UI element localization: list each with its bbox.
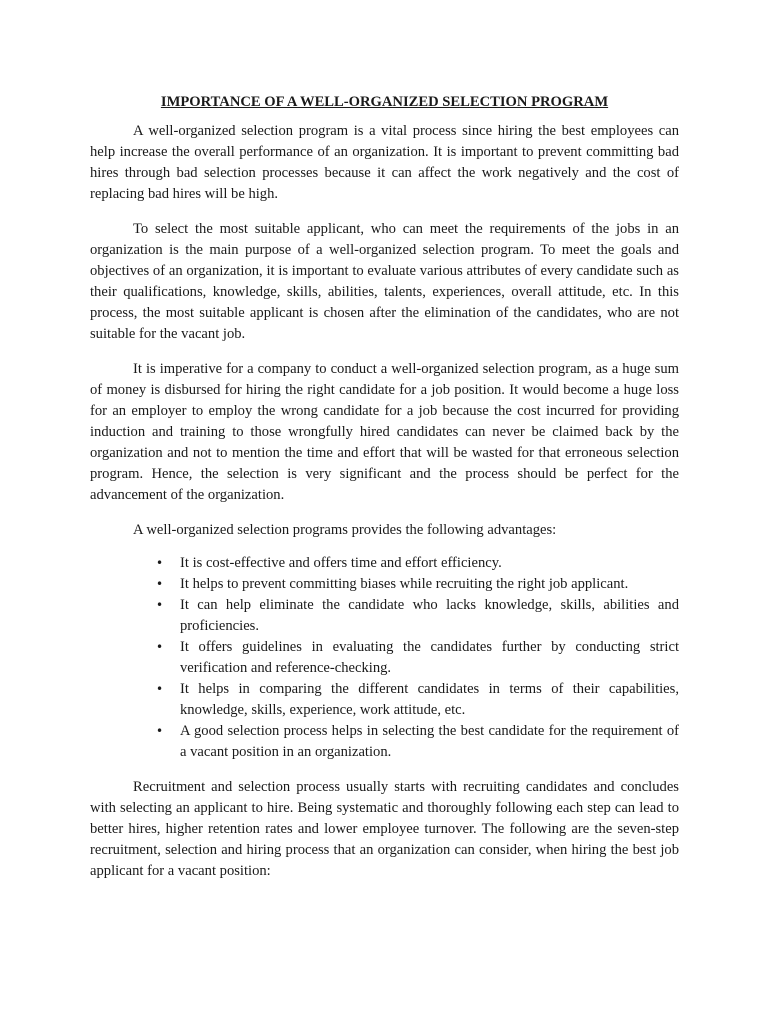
list-item — [90, 595, 679, 637]
list-item-text: It helps in comparing the different candidates in terms of their capabilities, knowledge, skills, experience, work attitude, etc. — [180, 681, 679, 718]
list-item — [90, 574, 679, 595]
list-item-text: A good selection process helps in selecting the best candidate for the requirement of a vacant position in an organization. — [180, 723, 679, 760]
list-item-text: It helps to prevent committing biases while recruiting the right job applicant. — [180, 576, 629, 592]
bullet-icon: • — [156, 724, 164, 738]
paragraph-2: To select the most suitable applicant, who can meet the requirements of the jobs in an organization is the main purpose of a well-organized selection program. To meet the goals and objectives of an organization, it is important to evaluate various attributes of every candidate such as their qualifications, knowledge, skills, abilities, talents, experiences, overall attitude, etc. In this process, the most suitable applicant is chosen after the elimination of the candidates, who are not suitable for the vacant job. — [90, 221, 679, 342]
advantages-intro: A well-organized selection programs provides the following advantages: — [133, 522, 557, 538]
list-item-text: It can help eliminate the candidate who lacks knowledge, skills, abilities and proficiencies. — [180, 597, 679, 634]
document-page — [90, 92, 679, 896]
bullet-icon: • — [156, 682, 164, 696]
bullet-icon: • — [156, 598, 164, 612]
document-title: IMPORTANCE OF A WELL-ORGANIZED SELECTION PROGRAM — [160, 94, 609, 110]
list-item — [90, 679, 679, 721]
list-item — [90, 637, 679, 679]
paragraph-3: It is imperative for a company to conduct a well-organized selection program, as a huge sum of money is disbursed for hiring the right candidate for a job position. It would become a huge loss for an employer to employ the wrong candidate for a job because the cost incurred for providing induction and training to those wrongfully hired candidates can never be claimed back by the organization and not to mention the time and effort that will be wasted for that erroneous selection program. Hence, the selection is very significant and the process should be perfect for the advancement of the organization. — [90, 361, 679, 503]
list-item-text: It offers guidelines in evaluating the candidates further by conducting strict verification and reference-checking. — [180, 639, 679, 676]
list-item-text: It is cost-effective and offers time and effort efficiency. — [180, 555, 502, 571]
list-item — [90, 553, 679, 574]
bullet-icon: • — [156, 577, 164, 591]
bullet-icon: • — [156, 556, 164, 570]
advantages-list — [90, 553, 679, 763]
list-item — [90, 721, 679, 763]
closing-paragraph: Recruitment and selection process usually starts with recruiting candidates and concludes with selecting an applicant to hire. Being systematic and thoroughly following each step can lead to better hires, higher retention rates and lower employee turnover. The following are the seven-step recruitment, selection and hiring process that an organization can consider, when hiring the best job applicant for a vacant position: — [90, 779, 679, 879]
paragraph-1: A well-organized selection program is a vital process since hiring the best employees can help increase the overall performance of an organization. It is important to prevent committing bad hires through bad selection processes because it can affect the work negatively and the cost of replacing bad hires will be high. — [90, 123, 679, 202]
bullet-icon: • — [156, 640, 164, 654]
